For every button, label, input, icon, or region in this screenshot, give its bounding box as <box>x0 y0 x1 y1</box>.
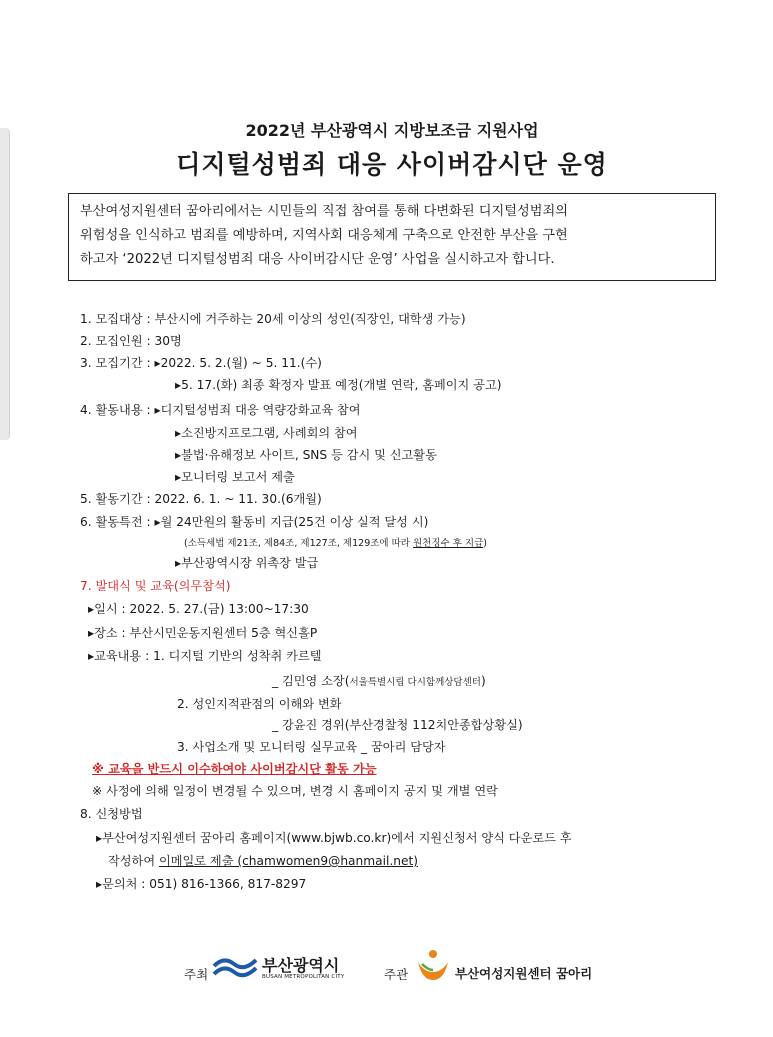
ceremony-edu-2-speaker: _ 강윤진 경위(부산경찰청 112치안종합상황실) <box>272 718 523 732</box>
speaker-org: 서울특별시립 다시함께상담센터 <box>349 677 481 688</box>
ceremony-edu-1-speaker <box>272 673 486 691</box>
intro-line: 부산여성지원센터 꿈아리에서는 시민들의 직접 참여를 통해 다변화된 디지털성범죄의 <box>80 204 568 219</box>
host-name: 부산광역시 <box>262 956 340 975</box>
item-recruit-number: 2. 모집인원 : 30명 <box>80 334 182 348</box>
intro-line: 위험성을 인식하고 범죄를 예방하며, 지역사회 대응체계 구축으로 안전한 부산을 구현 <box>80 228 568 243</box>
ceremony-edu-3: 3. 사업소개 및 모니터링 실무교육 _ 꿈아리 담당자 <box>177 740 446 754</box>
organizer-label: 주관 <box>384 967 409 982</box>
benefit-note-underline: 원천징수 후 지급 <box>412 538 484 549</box>
speaker-close: ) <box>480 674 486 688</box>
item-activity-2: ▸소진방지프로그램, 사례회의 참여 <box>175 426 358 440</box>
apply-email-link[interactable]: 이메일로 제출 (chamwomen9@hanmail.net) <box>158 854 418 868</box>
benefit-note-text: (소득세법 제21조, 제84조, 제127조, 제129조에 따라 <box>184 538 413 549</box>
ceremony-place: ▸장소 : 부산시민운동지원센터 5층 혁신홀P <box>88 626 318 640</box>
apply-email-pre: 작성하여 <box>108 854 159 868</box>
ceremony-date: ▸일시 : 2022. 5. 27.(금) 13:00~17:30 <box>88 602 309 616</box>
document-subtitle: 2022년 부산광역시 지방보조금 지원사업 <box>245 121 539 140</box>
apply-contact: ▸문의처 : 051) 816-1366, 817-8297 <box>96 877 307 891</box>
apply-method: ▸부산여성지원센터 꿈아리 홈페이지(www.bjwb.co.kr)에서 지원신청서 양식 다운로드 후 <box>96 831 572 845</box>
kkumari-logo-icon <box>414 948 452 984</box>
intro-box <box>68 193 716 281</box>
item-benefit-2: ▸부산광역시장 위촉장 발급 <box>175 556 319 570</box>
item-recruit-period-announce: ▸5. 17.(화) 최종 확정자 발표 예정(개별 연락, 홈페이지 공고) <box>175 378 502 392</box>
item-recruit-period: 3. 모집기간 : ▸2022. 5. 2.(월) ~ 5. 11.(수) <box>80 356 322 370</box>
item-activity-period: 5. 활동기간 : 2022. 6. 1. ~ 11. 30.(6개월) <box>80 492 322 506</box>
host-name-english: BUSAN METROPOLITAN CITY <box>262 974 345 980</box>
item-apply-heading: 8. 신청방법 <box>80 807 143 821</box>
ceremony-edu-2: 2. 성인지적관점의 이해와 변화 <box>177 697 342 711</box>
notice-required: ※ 교육을 반드시 이수하여야 사이버감시단 활동 가능 <box>92 762 377 776</box>
intro-line: 하고자 ‘2022년 디지털성범죄 대응 사이버감시단 운영’ 사업을 실시하고자 합니다. <box>80 252 555 267</box>
item-activity-3: ▸불법·유해정보 사이트, SNS 등 감시 및 신고활동 <box>175 448 437 462</box>
item-ceremony-heading: 7. 발대식 및 교육(의무참석) <box>80 579 231 593</box>
apply-email <box>108 853 418 869</box>
item-recruit-target: 1. 모집대상 : 부산시에 거주하는 20세 이상의 성인(직장인, 대학생 가능) <box>80 312 466 326</box>
item-benefit-note <box>184 536 487 552</box>
item-benefit: 6. 활동특전 : ▸월 24만원의 활동비 지급(25건 이상 실적 달성 시) <box>80 515 429 529</box>
speaker-name: _ 김민영 소장( <box>272 674 350 688</box>
footer <box>0 944 773 994</box>
document-title: 디지털성범죄 대응 사이버감시단 운영 <box>176 150 608 179</box>
ceremony-edu-1: ▸교육내용 : 1. 디지털 기반의 성착취 카르텔 <box>88 649 322 663</box>
item-activity: 4. 활동내용 : ▸디지털성범죄 대응 역량강화교육 참여 <box>80 403 361 417</box>
organizer-name: 부산여성지원센터 꿈아리 <box>455 966 593 981</box>
benefit-note-close: ) <box>483 538 487 549</box>
notice-schedule-change: ※ 사정에 의해 일정이 변경될 수 있으며, 변경 시 홈페이지 공지 및 개별 연락 <box>92 784 498 798</box>
busan-logo-icon <box>212 952 258 982</box>
item-activity-4: ▸모니터링 보고서 제출 <box>175 470 295 484</box>
screen-edge-tab <box>0 128 10 440</box>
host-label: 주최 <box>184 967 209 982</box>
